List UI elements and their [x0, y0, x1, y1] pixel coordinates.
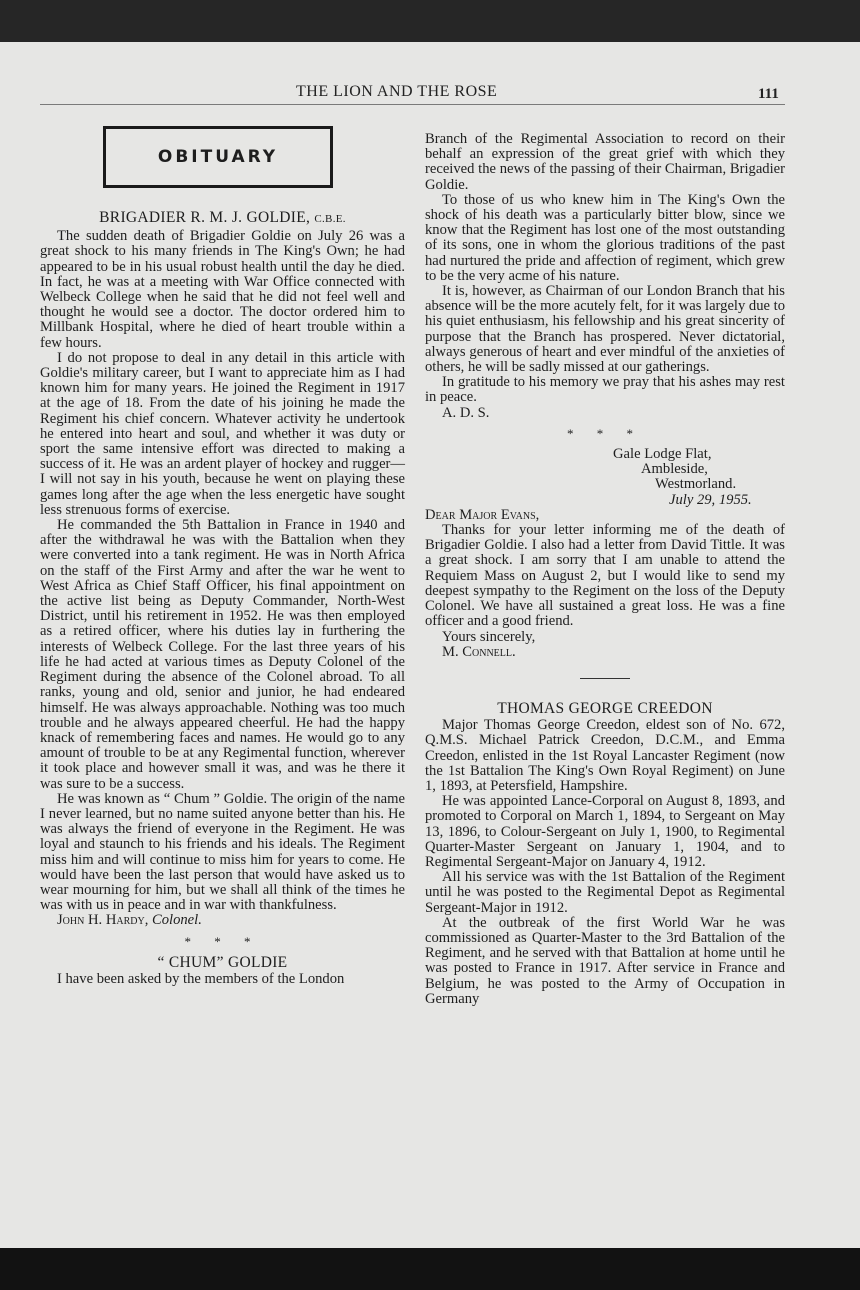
letter-date: July 29, 1955. — [669, 491, 752, 508]
short-divider — [580, 678, 630, 679]
left-column — [40, 210, 405, 987]
signature-rank: Colonel. — [152, 912, 202, 929]
section-separator-stars: * * * — [184, 933, 261, 949]
letter-signature: M. Connell. — [442, 643, 516, 660]
chum-paragraph: It is, however, as Chairman of our London Branch that his absence will be the more acutely felt, for it was largely due to his quiet enthusiasm, his fellowship and his great sincerity of purpose that the Branch has prospered. Never dictatorial, always generous of heart and ever mindful of the anxieties of others, he will be sadly missed at our gatherings. — [425, 283, 785, 376]
goldie-paragraph: He commanded the 5th Battalion in France in 1940 and after the withdrawal he was with the Battalion when they were converted into a tank regiment. He was in North Africa on the staff of the First Army and after the war he went to West Africa as Chief Staff Officer, his final appointment on the active list being as Deputy Commander, North-West District, until his retirement in 1952. He was then employed as a retired officer, where his duties lay in furthering the interests of Welbeck College. For the last three years of his life he had acted at various times as Deputy Colonel of the Regiment during the absence of the Colonel abroad. To all ranks, young and old, senior and junior, he had endeared himself. He was always approachable. Nothing was too much trouble and he always appeared cheerful. He had the happy knack of remembering faces and names. He would go to any amount of trouble to be at any Regimental function, wherever it took place and however small it was, and was he there it was sure to be a success. — [40, 517, 405, 792]
goldie-paragraph: He was known as “ Chum ” Goldie. The origin of the name I never learned, but no name suited anyone better than his. He was always the friend of everyone in the Regiment. He was loyal and staunch to his friends and his ideals. The Regiment miss him and will continue to miss him for years to come. He would have been the last person that would have asked us to wear mourning for him, but we shall all think of the times he was with us in peace and in war with thankfulness. — [40, 790, 405, 914]
letter-address — [425, 447, 785, 508]
letter-body: Thanks for your letter informing me of the death of Brigadier Goldie. I also had a letter from David Tittle. It was a great shock. I am sorry that I am unable to attend the Requiem Mass on August 2, but I would like to send my deepest sympathy to the Regiment on the loss of the Deputy Colonel. We have all sustained a great loss. He was a fine officer and a good friend. — [425, 522, 785, 630]
chum-heading: “ CHUM” GOLDIE — [157, 953, 288, 971]
letter-separator-stars: * * * — [567, 425, 643, 441]
creedon-paragraph: At the outbreak of the first World War he was commissioned as Quarter-Master to the 3rd Battalion of the Regiment, and he served with that Battalion at home until he was posted to France in 1917. After service in France and Belgium, he was posted to the Army of Occupation in Germany — [425, 914, 785, 1007]
right-column — [425, 132, 785, 1007]
goldie-heading — [40, 210, 405, 227]
goldie-honour: C.B.E. — [314, 213, 346, 225]
goldie-paragraph: I do not propose to deal in any detail in this article with Goldie's military career, but I want to appreciate him as I had known him for many years. He joined the Regiment in 1917 at the age of 18. From the date of his joining he made the Regiment his chief concern. Whatever activity he undertook he entered into heart and soul, and whether it was duty or sport the same intensive effort was directed to making a success of it. He was an ardent player of hockey and rugger—I will not say in his youth, because he went on playing these games long after the age when the less energetic have sought less strenuous forms of exercise. — [40, 349, 405, 518]
creedon-heading: THOMAS GEORGE CREEDON — [497, 699, 713, 717]
address-line: Westmorland. — [655, 476, 737, 493]
creedon-paragraph: Major Thomas George Creedon, eldest son of No. 672, Q.M.S. Michael Patrick Creedon, D.C.M., and Emma Creedon, enlisted in the 1st Royal Lancaster Regiment (now the 1st Battalion The King's Own Royal Regiment) on June 1, 1893, at Petersfield, Hampshire. — [425, 717, 785, 794]
letter-salutation: Dear Major Evans, — [425, 506, 540, 523]
signature-name: John H. Hardy, — [57, 912, 152, 929]
creedon-paragraph: He was appointed Lance-Corporal on August 8, 1893, and promoted to Corporal on March 1, 1894, to Sergeant on May 13, 1896, to Colour-Sergeant on July 1, 1900, to Regimental Quarter-Master Sergeant on January 1, 1904, and to Regimental Sergeant-Major on January 4, 1912. — [425, 793, 785, 870]
chum-paragraph: To those of us who knew him in The King's Own the shock of his death was a particularly bitter blow, since we know that the Regiment has lost one of the most outstanding of its sons, one in whom the glorious traditions of the past had nurtured the pride and affection of regiment, which grew to be the very acme of his nature. — [425, 191, 785, 284]
obituary-title-box — [103, 126, 333, 188]
chum-signature: A. D. S. — [442, 404, 490, 421]
running-head: THE LION AND THE ROSE — [296, 83, 498, 100]
address-line: Gale Lodge Flat, — [613, 446, 712, 463]
goldie-name: BRIGADIER R. M. J. GOLDIE, — [99, 209, 315, 226]
goldie-signature — [40, 913, 405, 928]
chum-opening: I have been asked by the members of the London — [57, 970, 345, 987]
section-title: OBITUARY — [157, 147, 279, 167]
chum-continuation: Branch of the Regimental Association to record on their behalf an expression of the great grief with which they received the news of the passing of their Chairman, Brigadier Goldie. — [425, 131, 785, 193]
chum-paragraph: In gratitude to his memory we pray that his ashes may rest in peace. — [425, 374, 785, 406]
goldie-paragraph: The sudden death of Brigadier Goldie on July 26 was a great shock to his many friends in The King's Own; he had appeared to be in his usual robust health until the day he died. In fact, he was at a meeting with War Office connected with Welbeck College when he said that he did not feel well and thought he would see a doctor. The doctor ordered him to Millbank Hospital, where he died of heart trouble within a few hours. — [40, 228, 405, 351]
page-number: 111 — [758, 86, 779, 102]
letter-closing: Yours sincerely, — [442, 628, 536, 645]
scan-top-border — [0, 0, 860, 46]
header-rule — [40, 104, 785, 105]
scan-bottom-border — [0, 1248, 860, 1290]
creedon-paragraph: All his service was with the 1st Battalion of the Regiment until he was posted to the Regimental Depot as Regimental Sergeant-Major in 1912. — [425, 869, 785, 916]
address-line: Ambleside, — [641, 461, 708, 478]
